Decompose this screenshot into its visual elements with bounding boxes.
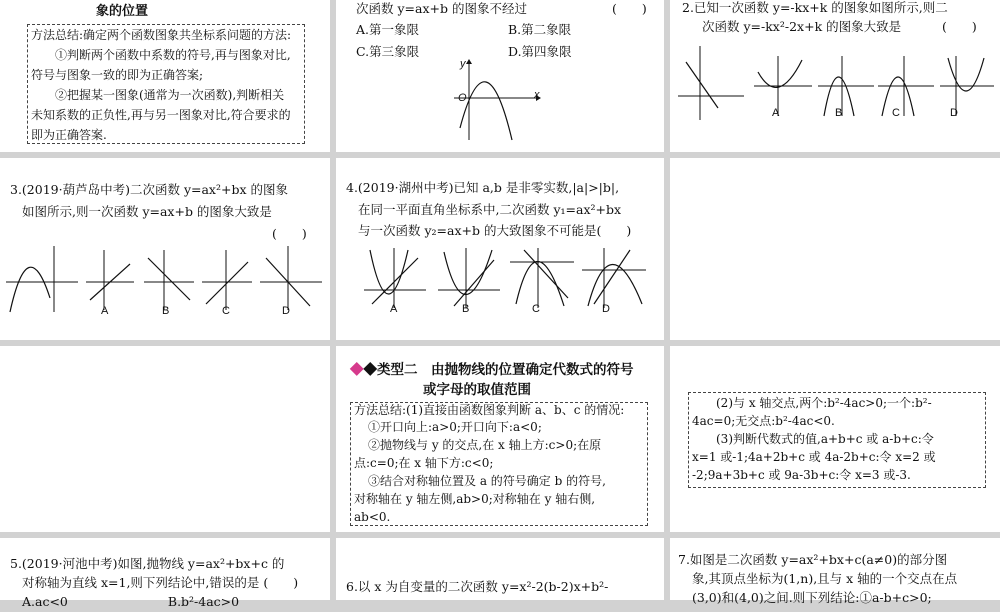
question-7-line-1: 7.如图是二次函数 y=ax²+bx+c(a≠0)的部分图 [678,552,948,567]
question-4-line-1: 4.(2019·湖州中考)已知 a,b 是非零实数,|a|>|b|, [346,180,620,195]
option-d: D.第四象限 [508,44,572,59]
answer-paren: ( ) [612,1,647,16]
method-line-3: ②抛物线与 y 的交点,在 x 轴上方:c>0;在原 [368,438,602,452]
panel-mid-right [670,158,1000,340]
method-line-6: 对称轴在 y 轴左侧,ab>0;对称轴在 y 轴右侧, [354,492,596,506]
panel-lower-right [670,346,1000,532]
section-title-tail: 象的位置 [96,4,149,19]
panel-lower-middle [336,346,664,532]
diamond-icon: ◆ [350,362,364,377]
question-3-line-2: 如图所示,则一次函数 y=ax+b 的图象大致是 [22,204,272,219]
answer-paren: ( ) [272,226,307,241]
origin-label: O [458,92,467,104]
question-6-line-1: 6.以 x 为自变量的二次函数 y=x²-2(b-2)x+b²- [346,579,609,594]
option-label-d: D [950,107,958,119]
option-label-b: B [462,303,470,315]
method-line-7: ab<0. [354,510,391,524]
question-5-line-1: 5.(2019·河池中考)如图,抛物线 y=ax²+bx+c 的 [10,556,285,571]
panel-bottom-right [670,538,1000,605]
method-line-5: ③结合对称轴位置及 a 的符号确定 b 的符号, [368,474,606,488]
type-heading-line-1: ◆◆类型二 由抛物线的位置确定代数式的符号 [350,362,634,377]
option-label-c: C [222,305,230,317]
q3-figures [4,244,326,314]
method-line-6: 即为正确答案. [31,128,107,142]
option-c: C.第三象限 [356,44,420,59]
question-5-line-3: A.ac<0 B.b²-4ac>0 [22,594,240,609]
summary-line-1: (2)与 x 轴交点,两个:b²-4ac>0;一个:b²- [716,396,932,410]
question-1-tail: 次函数 y=ax+b 的图象不经过 [356,1,527,16]
q4-figures [364,246,654,310]
option-label-d: D [602,303,610,315]
summary-line-3: (3)判断代数式的值,a+b+c 或 a-b+c:令 [716,432,934,446]
option-label-b: B [162,305,170,317]
panel-top-middle [336,0,664,152]
question-4-line-3: 与一次函数 y₂=ax+b 的大致图象不可能是( ) [358,223,632,238]
method-line-3: 符号与图象一致的即为正确答案; [31,68,204,82]
option-label-d: D [282,305,290,317]
option-b: B.第二象限 [508,22,572,37]
panel-lower-left [0,346,330,532]
question-3-line-1: 3.(2019·葫芦岛中考)二次函数 y=ax²+bx 的图象 [10,182,288,197]
option-label-a: A [390,303,398,315]
question-2-line-1: 2.已知一次函数 y=-kx+k 的图象如图所示,则二 [682,0,948,15]
option-label-c: C [892,107,900,119]
method-line-2: ①判断两个函数中系数的符号,再与图象对比, [55,48,291,62]
panel-bottom-left [0,538,330,609]
question-7-line-3: (3,0)和(4,0)之间.则下列结论:①a-b+c>0; [692,590,932,605]
axis-y-label: y [460,58,466,70]
option-label-a: A [101,305,109,317]
answer-paren: ( ) [942,19,977,34]
method-line-4: 点:c=0;在 x 轴下方:c<0; [354,456,494,470]
option-a: A.第一象限 [356,22,420,37]
summary-line-2: 4ac=0;无交点:b²-4ac<0. [692,414,835,428]
panel-mid-left [0,158,330,340]
panel-mid-middle [336,158,664,340]
question-4-line-2: 在同一平面直角坐标系中,二次函数 y₁=ax²+bx [358,202,622,217]
method-line-5: 未知系数的正负性,再与另一图象对比,符合要求的 [31,108,291,122]
question-5-line-2: 对称轴为直线 x=1,则下列结论中,错误的是 ( ) [22,575,299,590]
summary-line-4: x=1 或-1;4a+2b+c 或 4a-2b+c:令 x=2 或 [692,450,936,464]
method-line-2: ①开口向上:a>0;开口向下:a<0; [368,420,542,434]
method-line-1: 方法总结:确定两个函数图象共坐标系问题的方法: [31,28,292,42]
summary-line-5: -2;9a+3b+c 或 9a-3b+c:令 x=3 或-3. [692,468,911,482]
axis-x-label: x [534,89,540,101]
option-label-c: C [532,303,540,315]
method-line-1: 方法总结:(1)直接由函数图象判断 a、b、c 的情况: [354,403,625,417]
panel-top-left [0,0,330,152]
option-label-a: A [772,107,780,119]
question-2-line-2: 次函数 y=-kx²-2x+k 的图象大致是 [702,19,902,34]
option-label-b: B [835,107,843,119]
panel-bottom-middle [336,538,664,600]
question-7-line-2: 象,其顶点坐标为(1,n),且与 x 轴的一个交点在点 [692,571,958,586]
type-heading-line-2: 或字母的取值范围 [423,382,531,397]
method-line-4: ②把握某一图象(通常为一次函数),判断相关 [55,88,285,102]
panel-top-right [670,0,1000,152]
